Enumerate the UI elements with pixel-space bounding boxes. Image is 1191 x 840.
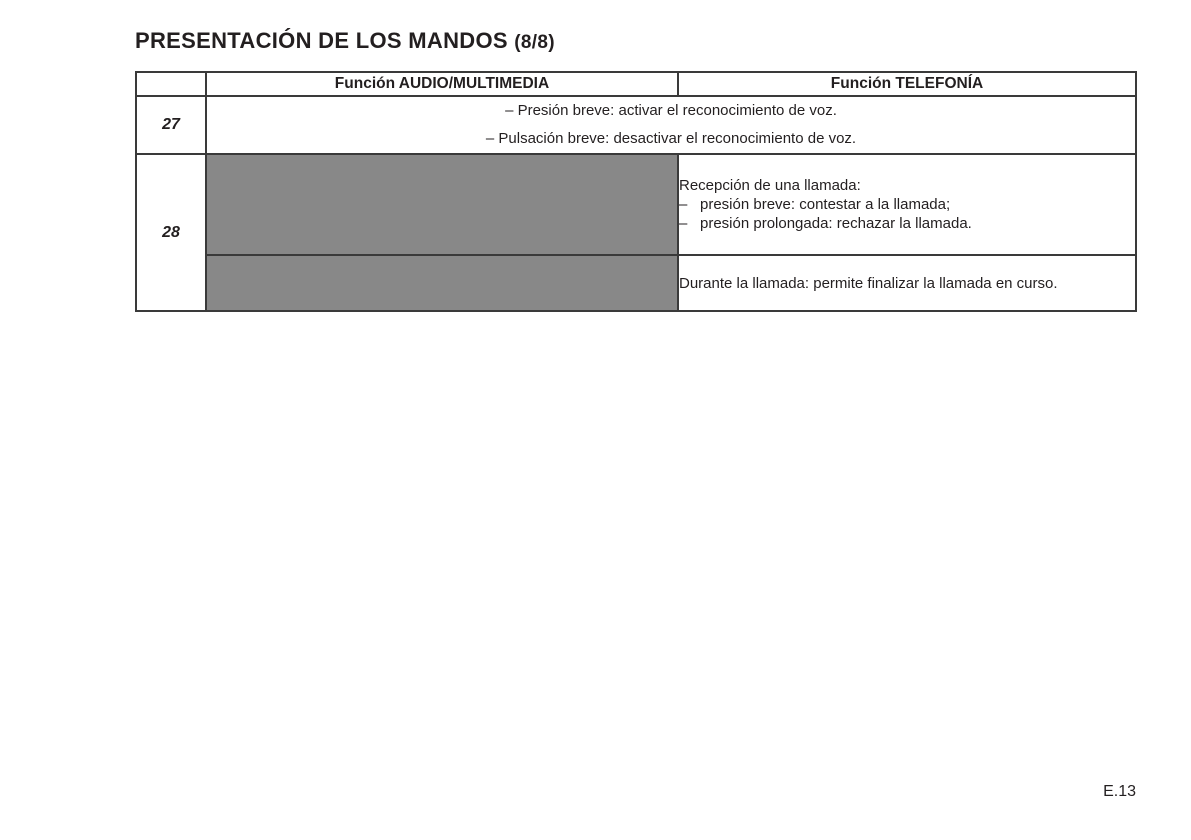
row-27-line-1: – Presión breve: activar el reconocimiento de voz.: [505, 102, 837, 119]
header-audio-multimedia: Función AUDIO/MULTIMEDIA: [206, 72, 678, 96]
row-28a-item-1: [679, 195, 1135, 214]
row-28b-phone-cell: Durante la llamada: permite finalizar la llamada en curso.: [678, 255, 1136, 311]
row-28a-item-2-text: presión prolongada: rechazar la llamada.: [700, 215, 972, 232]
page-number: E.13: [1103, 783, 1136, 800]
table-row-28a: [136, 154, 1136, 255]
row-28a-item-1-text: presión breve: contestar a la llamada;: [700, 196, 951, 213]
table-header-row: [136, 72, 1136, 96]
header-empty-cell: [136, 72, 206, 96]
row-28a-phone-cell: [678, 154, 1136, 255]
table-row-28b: [136, 255, 1136, 311]
list-dash: –: [679, 215, 688, 232]
row-28a-item-2: [679, 214, 1135, 233]
row-27-line-2: – Pulsación breve: desactivar el reconocimiento de voz.: [485, 130, 857, 147]
row-number-28: 28: [136, 154, 206, 311]
row-28a-intro: Recepción de una llamada:: [679, 177, 861, 194]
row-27-description: [206, 96, 1136, 154]
page-title: [135, 28, 555, 54]
page-title-suffix: (8/8): [514, 32, 555, 53]
page-title-text: PRESENTACIÓN DE LOS MANDOS: [135, 28, 508, 53]
header-telefonia: Función TELEFONÍA: [678, 72, 1136, 96]
table-row-27: [136, 96, 1136, 154]
controls-table: [135, 71, 1137, 312]
row-28a-audio-empty-cell: [206, 154, 678, 255]
list-dash: –: [679, 196, 688, 213]
row-number-27: 27: [136, 96, 206, 154]
row-28b-audio-empty-cell: [206, 255, 678, 311]
